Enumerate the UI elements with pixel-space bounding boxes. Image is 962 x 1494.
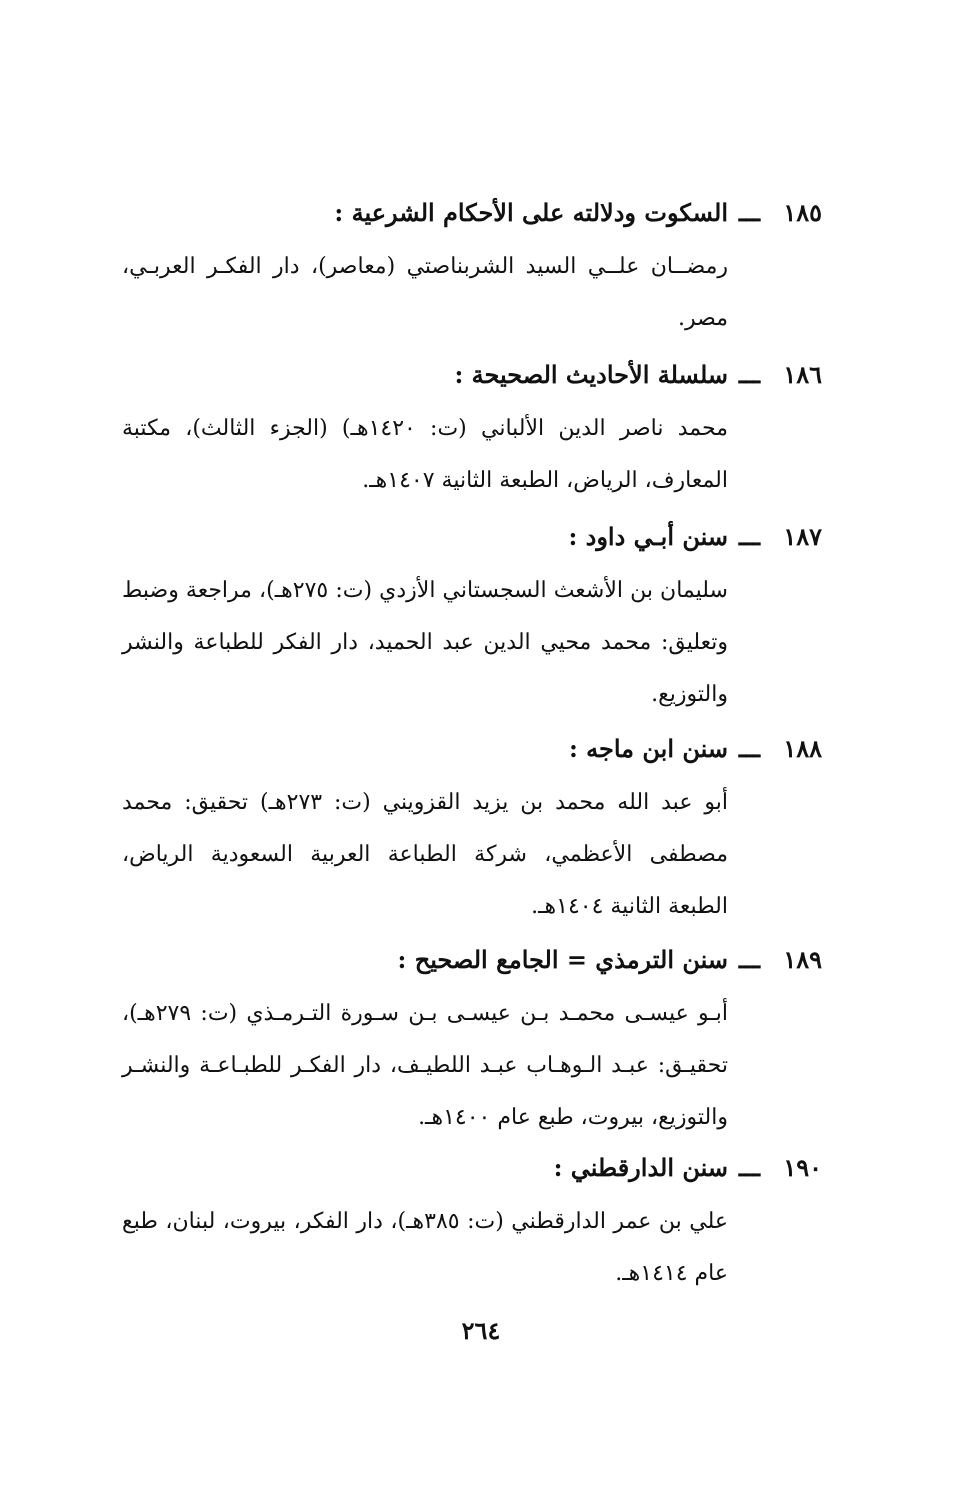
entry-heading (122, 355, 822, 395)
entry-body: علي بن عمر الدارقطني (ت: ٣٨٥هـ)، دار الفكر، بيروت، لبنان، طبع عام ١٤١٤هـ. (122, 1209, 728, 1286)
entry-title: السكوت ودلالته على الأحكام الشرعية : (334, 198, 728, 227)
entry-number: ١٨٧ (783, 522, 822, 551)
entry-heading (122, 517, 822, 557)
entry-heading (122, 729, 822, 769)
entry-number: ١٨٩ (783, 945, 822, 974)
entry-heading (122, 940, 822, 980)
bibliography-entry-190 (122, 1148, 822, 1300)
entry-body: رمضــان علــي السيد الشربناصتي (معاصر)، دار الفكـر العربـي، مصر. (122, 254, 728, 331)
entry-title: سنن ابن ماجه : (568, 734, 728, 763)
entry-dash: ـــ (738, 734, 760, 763)
entry-dash: ـــ (738, 945, 760, 974)
page-number: ٢٦٤ (461, 1316, 501, 1345)
entry-title: سنن أبـي داود : (568, 522, 728, 551)
entry-title: سنن الدارقطني : (553, 1153, 728, 1182)
entry-dash: ـــ (738, 198, 760, 227)
bibliography-entry-187 (122, 517, 822, 721)
entry-heading (122, 1148, 822, 1188)
bibliography-entry-188 (122, 729, 822, 933)
entry-body: محمد ناصر الدين الألباني (ت: ١٤٢٠هـ) (الجزء الثالث)، مكتبة المعارف، الرياض، الطبعة الثانية ١٤٠٧هـ. (122, 416, 728, 493)
entry-title: سنن الترمذي = الجامع الصحيح : (397, 945, 728, 974)
entry-heading (122, 193, 822, 233)
entry-body: سليمان بن الأشعث السجستاني الأزدي (ت: ٢٧٥هـ)، مراجعة وضبط وتعليق: محمد محيي الدين عبد الحميد، دار الفكر للطباعة والنشر والتوزيع. (122, 578, 728, 707)
entry-dash: ـــ (738, 360, 760, 389)
entry-number: ١٨٥ (783, 198, 822, 227)
bibliography-entry-189 (122, 940, 822, 1144)
entry-number: ١٩٠ (783, 1153, 822, 1182)
entry-body: أبو عبد الله محمد بن يزيد القزويني (ت: ٢٧٣هـ) تحقيق: محمد مصطفى الأعظمي، شركة الطباعة العربية السعودية الرياض، الطبعة الثانية ١٤٠٤هـ. (122, 790, 728, 919)
bibliography-entry-185 (122, 193, 822, 345)
entry-body: أبـو عيسـى محمـد بـن عيسـى بـن سـورة التـرمـذي (ت: ٢٧٩هـ)، تحقيـق: عبـد الـوهـاب عبـد اللطيـف، دار الفكـر للطبـاعـة والنشـر والتوزيع، بيروت، طبع عام ١٤٠٠هـ. (122, 1001, 728, 1130)
entry-number: ١٨٨ (783, 734, 822, 763)
bibliography-entry-186 (122, 355, 822, 507)
entry-number: ١٨٦ (783, 360, 822, 389)
entry-dash: ـــ (738, 1153, 760, 1182)
entry-dash: ـــ (738, 522, 760, 551)
entry-title: سلسلة الأحاديث الصحيحة : (454, 360, 728, 389)
